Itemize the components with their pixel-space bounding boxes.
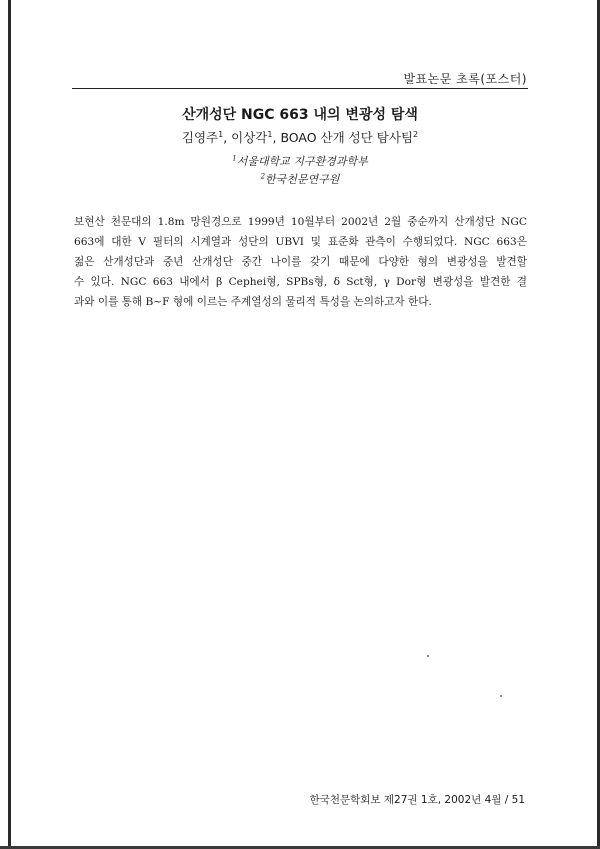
- author-name: 김영주: [181, 130, 219, 145]
- affiliation-mark: 1: [232, 154, 237, 163]
- author-affil-mark: 2: [413, 129, 419, 139]
- author-name: 이상각: [231, 130, 268, 145]
- section-label: 발표논문 초록(포스터): [403, 72, 527, 86]
- affiliation-2: [0, 171, 600, 187]
- affiliation-name: 한국천문연구원: [265, 173, 340, 186]
- affiliation-mark: 2: [260, 172, 266, 181]
- abstract-line: 젊은 산개성단과 중년 산개성단 중간 나이를 갖기 때문에 다양한 형의 변광성을 발견할: [74, 256, 527, 268]
- abstract-line: 수 있다. NGC 663 내에서 β Cephei형, SPBs형, δ Sct형, γ Dor형 변광성을 발견한 결: [74, 276, 527, 288]
- scan-speck: [427, 655, 429, 657]
- author-affil-mark: 1: [267, 129, 273, 139]
- paper-title: 산개성단 NGC 663 내의 변광성 탐색: [182, 107, 418, 123]
- scan-speck: [500, 695, 502, 697]
- abstract-line: 보현산 천문대의 1.8m 망원경으로 1999년 10월부터 2002년 2월 중순까지 산개성단 NGC: [74, 216, 527, 228]
- abstract-body: [74, 212, 527, 312]
- affiliation-name: 서울대학교 지구환경과학부: [236, 155, 368, 168]
- header-rule: [72, 88, 528, 89]
- journal-citation: 한국천문학회보 제27권 1호, 2002년 4월 / 51: [309, 794, 525, 806]
- author-separator: ,: [223, 130, 232, 145]
- affiliation-1: [0, 153, 600, 169]
- abstract-line: 과와 이를 통해 B~F 형에 이르는 주계열성의 물리적 특성을 논의하고자 한다.: [74, 296, 432, 308]
- author-name: BOAO 산개 성단 탐사팀: [280, 130, 414, 145]
- abstract-line: 663에 대한 V 필터의 시계열과 성단의 UBVI 및 표준화 관측이 수행되었다. NGC 663은: [74, 236, 527, 248]
- author-separator: ,: [272, 130, 281, 145]
- author-list: [0, 128, 600, 146]
- author-affil-mark: 1: [218, 129, 224, 139]
